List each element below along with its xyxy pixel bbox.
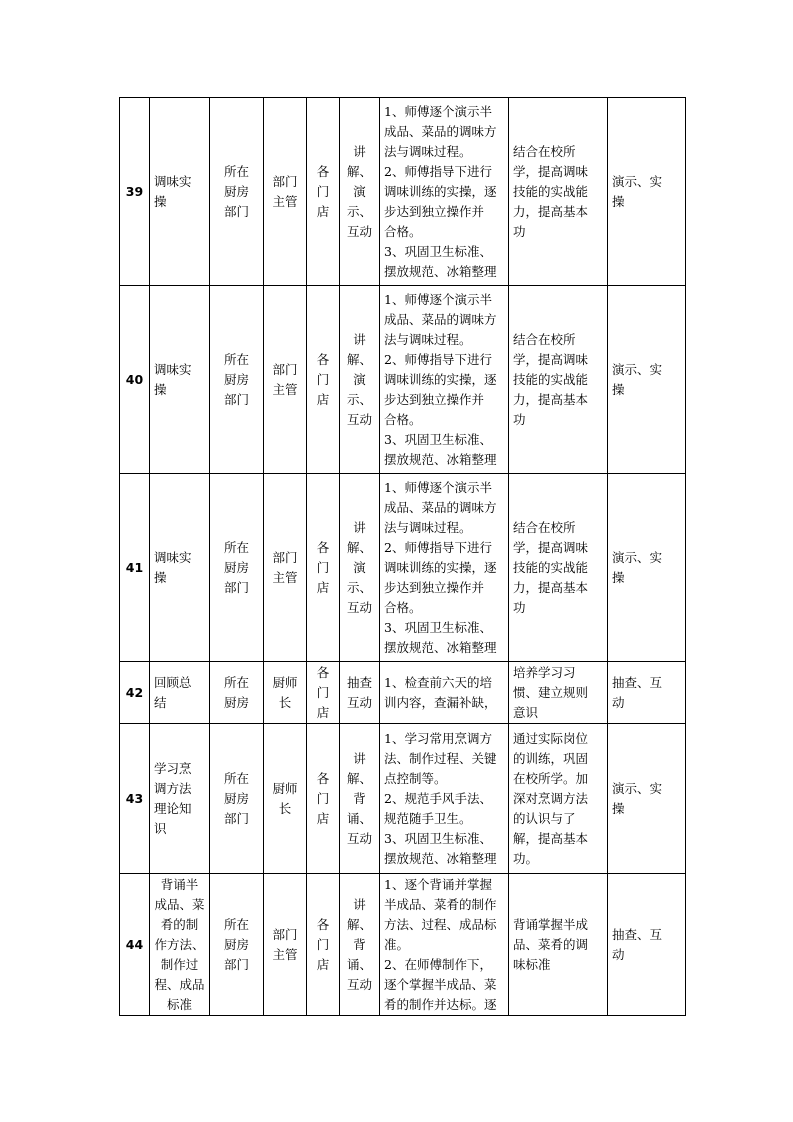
training-method: 讲 解、 背 诵、 互动 [340, 724, 380, 874]
training-goal: 通过实际岗位 的训练，巩固 在校所学。加 深对烹调方法 的认识与了 解，提高基本 功。 [509, 724, 608, 874]
assessment-method: 抽查、互 动 [608, 874, 686, 1016]
training-method: 抽查 互动 [340, 662, 380, 724]
training-location: 所在 厨房 部门 [210, 724, 264, 874]
stores: 各 门 店 [307, 286, 340, 474]
stores: 各 门 店 [307, 474, 340, 662]
row-number: 43 [120, 724, 150, 874]
training-location: 所在 厨房 部门 [210, 98, 264, 286]
training-schedule-table [119, 97, 686, 1016]
course-name: 回顾总 结 [150, 662, 210, 724]
stores: 各 门 店 [307, 98, 340, 286]
assessment-method: 演示、实 操 [608, 474, 686, 662]
training-content: 1、师傅逐个演示半 成品、菜品的调味方 法与调味过程。 2、师傅指导下进行 调味训练的实操，逐 步达到独立操作并 合格。 3、巩固卫生标准、 摆放规范、冰箱整理 [380, 286, 509, 474]
row-number: 44 [120, 874, 150, 1016]
stores: 各 门 店 [307, 874, 340, 1016]
trainer: 厨师 长 [264, 662, 307, 724]
row-number: 42 [120, 662, 150, 724]
training-location: 所在 厨房 [210, 662, 264, 724]
row-number: 40 [120, 286, 150, 474]
course-name: 调味实 操 [150, 474, 210, 662]
course-name: 背诵半 成品、菜 肴的制 作方法、 制作过 程、成品 标准 [150, 874, 210, 1016]
row-number: 41 [120, 474, 150, 662]
assessment-method: 演示、实 操 [608, 724, 686, 874]
trainer: 部门 主管 [264, 474, 307, 662]
training-content: 1、检查前六天的培 训内容，查漏补缺， [380, 662, 509, 724]
table-row [120, 724, 686, 874]
table-row [120, 662, 686, 724]
table-row [120, 286, 686, 474]
training-method: 讲 解、 背 诵、 互动 [340, 874, 380, 1016]
trainer: 部门 主管 [264, 874, 307, 1016]
stores: 各 门 店 [307, 724, 340, 874]
training-method: 讲 解、 演 示、 互动 [340, 474, 380, 662]
assessment-method: 演示、实 操 [608, 98, 686, 286]
row-number: 39 [120, 98, 150, 286]
training-location: 所在 厨房 部门 [210, 474, 264, 662]
training-content: 1、逐个背诵并掌握 半成品、菜肴的制作 方法、过程、成品标 准。 2、在师傅制作下， 逐个掌握半成品、菜 肴的制作并达标。逐 [380, 874, 509, 1016]
course-name: 调味实 操 [150, 98, 210, 286]
table-row [120, 474, 686, 662]
training-content: 1、学习常用烹调方 法、制作过程、关键 点控制等。 2、规范手风手法、 规范随手卫生。 3、巩固卫生标准、 摆放规范、冰箱整理 [380, 724, 509, 874]
training-goal: 培养学习习 惯、建立规则 意识 [509, 662, 608, 724]
training-content: 1、师傅逐个演示半 成品、菜品的调味方 法与调味过程。 2、师傅指导下进行 调味训练的实操，逐 步达到独立操作并 合格。 3、巩固卫生标准、 摆放规范、冰箱整理 [380, 98, 509, 286]
trainer: 部门 主管 [264, 286, 307, 474]
training-method: 讲 解、 演 示、 互动 [340, 286, 380, 474]
stores: 各 门 店 [307, 662, 340, 724]
table-row [120, 98, 686, 286]
training-content: 1、师傅逐个演示半 成品、菜品的调味方 法与调味过程。 2、师傅指导下进行 调味训练的实操，逐 步达到独立操作并 合格。 3、巩固卫生标准、 摆放规范、冰箱整理 [380, 474, 509, 662]
trainer: 部门 主管 [264, 98, 307, 286]
trainer: 厨师 长 [264, 724, 307, 874]
training-goal: 结合在校所 学，提高调味 技能的实战能 力，提高基本 功 [509, 286, 608, 474]
training-location: 所在 厨房 部门 [210, 286, 264, 474]
assessment-method: 演示、实 操 [608, 286, 686, 474]
training-location: 所在 厨房 部门 [210, 874, 264, 1016]
course-name: 调味实 操 [150, 286, 210, 474]
training-goal: 结合在校所 学，提高调味 技能的实战能 力，提高基本 功 [509, 98, 608, 286]
training-goal: 结合在校所 学，提高调味 技能的实战能 力，提高基本 功 [509, 474, 608, 662]
table-row [120, 874, 686, 1016]
training-method: 讲 解、 演 示、 互动 [340, 98, 380, 286]
assessment-method: 抽查、互 动 [608, 662, 686, 724]
training-goal: 背诵掌握半成 品、菜肴的调 味标准 [509, 874, 608, 1016]
course-name: 学习烹 调方法 理论知 识 [150, 724, 210, 874]
